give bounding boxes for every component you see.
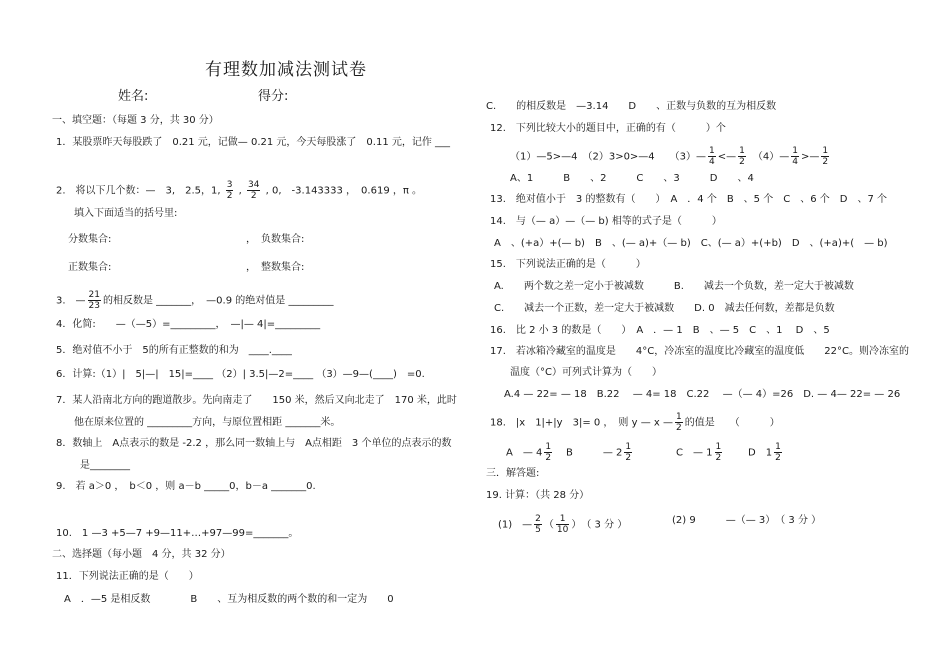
question-1: 1．某股票昨天每股跌了 0.21 元，记做— 0.21 元，今天每股涨了 0.11 元，记作 ___ bbox=[56, 137, 451, 148]
question-11-options-cd: C. 的相反数是 —3.14 D 、正数与负数的互为相反数 bbox=[486, 101, 777, 112]
question-17-line-2: 温度（°C）可列式计算为（ ） bbox=[510, 367, 662, 378]
score-label: 得分: bbox=[258, 89, 289, 104]
question-12: 12. 下列比较大小的题目中，正确的有（ ）个 bbox=[490, 123, 726, 134]
question-5: 5．绝对值不小于 5的所有正整数的和为 ____.____ bbox=[56, 345, 292, 356]
question-7-line-1: 7．某人沿南北方向的跑道散步。先向南走了 150 米，然后又向北走了 170 米，此时 bbox=[56, 395, 457, 406]
question-4: 4．化简: —（—5）=_________， —|— 4|=_________ bbox=[56, 319, 321, 330]
fraction-34-2: $\frac{34}{2}$ bbox=[248, 180, 260, 201]
question-3: 3. — $\frac{21}{23}$ 的相反数是 _______， —0.9 的绝对值是 _________ bbox=[56, 290, 334, 311]
question-2: 2. 将以下几个数：— 3, 2.5，1, $\frac{3}{2}$ , $\frac{34}{2}$ , 0, -3.143333 ， 0.619 ，π 。 bbox=[56, 180, 423, 201]
question-2-instruction: 填入下面适当的括号里: bbox=[74, 208, 178, 219]
question-11-options-ab: A ．—5 是相反数 B 、互为相反数的两个数的和一定为 0 bbox=[64, 594, 394, 605]
question-18-option-a: A — 4 $\frac{1}{2}$ bbox=[506, 442, 552, 463]
set-positive-label: 正数集合: bbox=[68, 262, 112, 273]
question-14-options: A 、(+a）+(— b) B 、(— a)+（— b) C、(— a）+(+b) D 、(+a)+( — b) bbox=[494, 238, 888, 249]
question-19-part-2: (2) 9 —（— 3） （ 3 分 ） bbox=[672, 515, 822, 526]
set-integer-label: ， 整数集合: bbox=[246, 262, 305, 273]
question-9: 9. 若 a＞0 ， b＜0 ，则 a－b _____0，b－a _______0. bbox=[56, 481, 316, 492]
question-19: 19. 计算：（共 28 分） bbox=[486, 490, 590, 501]
question-17-options: A.4 — 22= — 18 B.22 — 4= 18 C.22 —（— 4）=26 D. — 4— 22= — 26 bbox=[504, 389, 901, 400]
question-8-line-1: 8．数轴上 A点表示的数是 -2.2 ，那么同一数轴上与 A点相距 3 个单位的点表示的数 bbox=[56, 438, 452, 449]
section-answer: 三．解答题: bbox=[486, 468, 540, 479]
section-choice: 二、选择题（每小题 4 分，共 32 分） bbox=[52, 549, 231, 560]
question-15-options-cd: C. 减去一个正数，差一定大于被减数 D. 0 减去任何数，差都是负数 bbox=[494, 303, 835, 314]
question-13: 13. 绝对值小于 3 的整数有（ ） A ．4 个 B 、5 个 C 、6 个 D 、7 个 bbox=[490, 194, 887, 205]
question-14: 14. 与（— a）—（— b) 相等的式子是（ ） bbox=[490, 216, 722, 227]
question-18: 18. |x 1|+|y 3|= 0 ， 则 y — x — $\frac{1}{2}$ 的值是 （ ） bbox=[490, 412, 780, 433]
section-fill-blank: 一、填空题：（每题 3 分，共 30 分） bbox=[52, 115, 219, 126]
question-18-option-d: D 1 $\frac{1}{2}$ bbox=[748, 442, 781, 463]
question-11: 11．下列说法正确的是（ ） bbox=[56, 571, 199, 582]
set-negative-label: ， 负数集合: bbox=[246, 234, 305, 245]
question-15-options-ab: A. 两个数之差一定小于被减数 B. 减去一个负数，差一定大于被减数 bbox=[494, 281, 854, 292]
question-19-part-1: (1) — $\frac{2}{5}$ （ $\frac{1}{10}$ ） （ 3 分 ） bbox=[498, 514, 628, 535]
question-16: 16. 比 2 小 3 的数是（ ） A ．— 1 B 、— 5 C 、1 D 、5 bbox=[490, 325, 830, 336]
question-18-option-c: C — 1 $\frac{1}{2}$ bbox=[676, 442, 722, 463]
name-label: 姓名: bbox=[118, 89, 149, 104]
question-17-line-1: 17. 若冰箱冷藏室的温度是 4°C，冷冻室的温度比冷藏室的温度低 22°C。则冷冻室的 bbox=[490, 346, 909, 357]
fraction-21-23: $\frac{21}{23}$ bbox=[88, 290, 100, 311]
question-15: 15. 下列说法正确的是（ ） bbox=[490, 259, 646, 270]
question-18-option-b: B — 2 $\frac{1}{2}$ bbox=[566, 442, 632, 463]
question-6: 6．计算:（1）| 5|—| 15|=____ （2）| 3.5|—2=____ （3）—9—(____) =0. bbox=[56, 369, 425, 380]
question-7-line-2: 他在原来位置的 _________方向，与原位置相距 _______米。 bbox=[74, 417, 341, 428]
page-title: 有理数加减法测试卷 bbox=[205, 60, 367, 80]
question-12-options: A、1 B 、2 C 、3 D 、4 bbox=[510, 173, 754, 184]
fraction-3-2: $\frac{3}{2}$ bbox=[226, 180, 233, 201]
question-12-items: （1）—5>—4 （2）3>0>—4 （3）— $\frac{1}{4}$ <— $\frac{1}{2}$ （4）— $\frac{1}{4}$ >— $\frac{1}{2}$ bbox=[510, 146, 829, 167]
set-fraction-label: 分数集合: bbox=[68, 234, 112, 245]
question-8-line-2: 是________ bbox=[80, 460, 130, 471]
question-10: 10. 1 —3 +5—7 +9—11+…+97—99=_______。 bbox=[56, 528, 299, 539]
